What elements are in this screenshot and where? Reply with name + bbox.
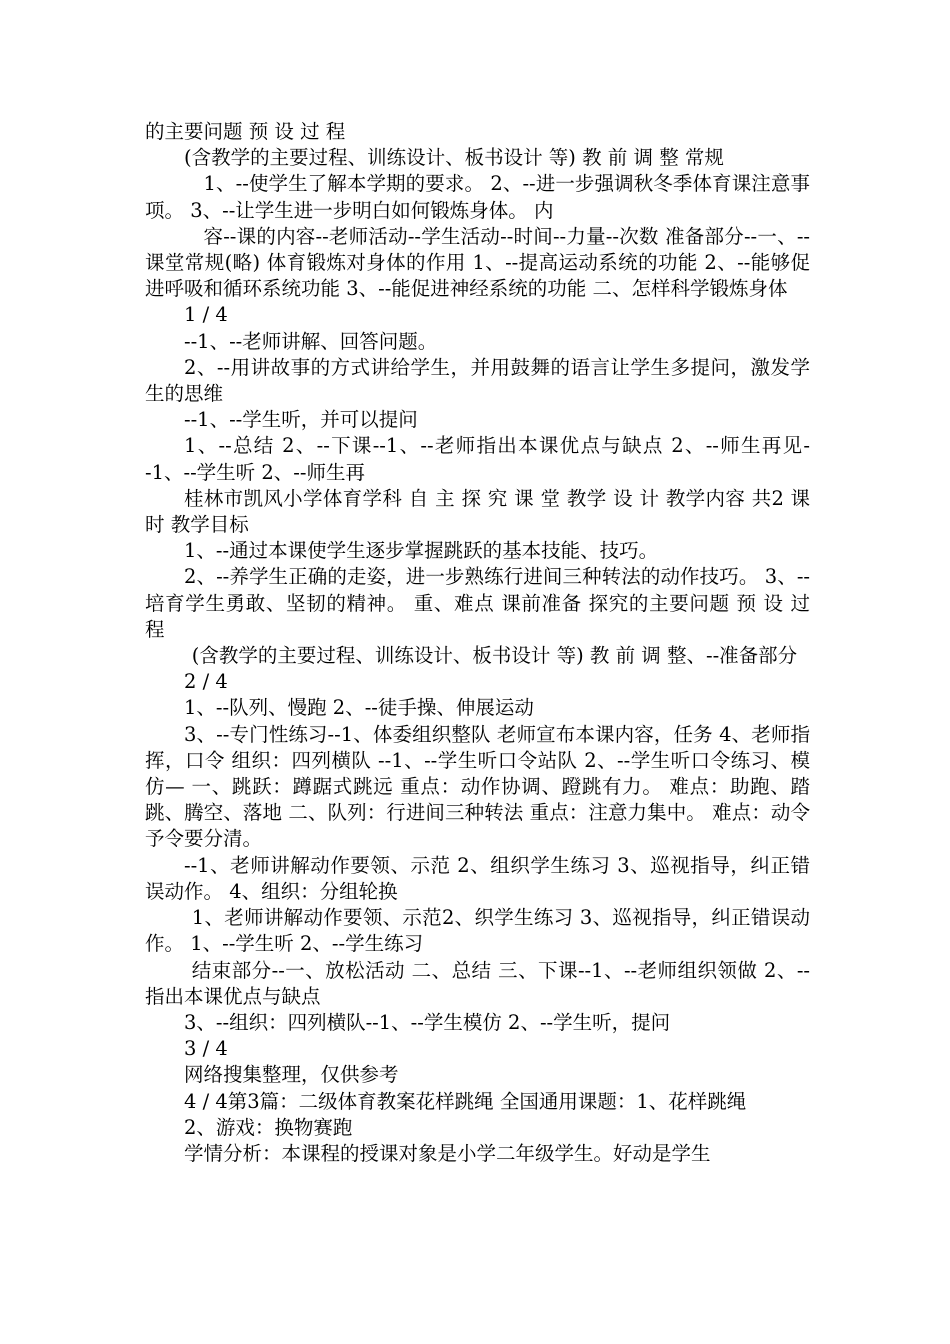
text-paragraph: (含教学的主要过程、训练设计、板书设计 等) 教 前 调 整、--准备部分 xyxy=(191,644,798,668)
text-paragraph: 结束部分--一、放松活动 二、总结 三、下课--1、--老师组织领做 2、--指出本课优点与缺点 xyxy=(145,958,810,1008)
text-paragraph: 学情分析：本课程的授课对象是小学二年级学生。好动是学生 xyxy=(184,1141,711,1165)
text-paragraph: 桂林市凯风小学体育学科 自 主 探 究 课 堂 教学 设 计 教学内容 共2 课时 教学目标 xyxy=(145,486,810,537)
text-paragraph: 1、--使学生了解本学期的要求。 2、--进一步强调秋冬季体育课注意事项。 3、--让学生进一步明白如何锻炼身体。 内 xyxy=(145,172,810,222)
text-paragraph: --1、--学生听，并可以提问 xyxy=(184,408,418,432)
text-paragraph: 3、--专门性练习--1、体委组织整队 老师宣布本课内容，任务 4、老师指挥，口令 组织：四列横队 --1、--学生听口令站队 2、--学生听口令练习、模仿— 一、跳跃：蹲踞式跳远 重点：动作协调、蹬跳有力。 难点：助跑、踏跳、腾空、落地 二、队列：行进间三种转法 重点：注意力集中。 难点：动令予令要分清。 xyxy=(145,722,810,851)
text-paragraph: 2、游戏：换物赛跑 xyxy=(184,1115,353,1139)
text-paragraph: --1、老师讲解动作要领、示范 2、组织学生练习 3、巡视指导，纠正错误动作。 4、组织：分组轮换 xyxy=(145,853,810,903)
page-number: 2 / 4 xyxy=(184,670,228,694)
text-paragraph: 2、--用讲故事的方式讲给学生，并用鼓舞的语言让学生多提问，激发学生的思维 xyxy=(145,355,810,406)
text-paragraph: 1、老师讲解动作要领、示范2、织学生练习 3、巡视指导，纠正错误动作。 1、--学生听 2、--学生练习 xyxy=(145,906,810,956)
text-paragraph: --1、--老师讲解、回答问题。 xyxy=(184,329,438,353)
text-paragraph: 1、--总结 2、--下课--1、--老师指出本课优点与缺点 2、--师生再见--1、--学生听 2、--师生再 xyxy=(145,434,810,484)
text-paragraph: 1、--通过本课使学生逐步掌握跳跃的基本技能、技巧。 xyxy=(184,539,659,563)
text-paragraph: 1、--队列、慢跑 2、--徒手操、伸展运动 xyxy=(184,696,534,720)
document-page xyxy=(145,119,810,1167)
text-paragraph: 2、--养学生正确的走姿，进一步熟练行进间三种转法的动作技巧。 3、--培育学生勇敢、坚韧的精神。 重、难点 课前准备 探究的主要问题 预 设 过 程 xyxy=(145,565,810,641)
text-paragraph: 4 / 4第3篇：二级体育教案花样跳绳 全国通用课题：1、花样跳绳 xyxy=(184,1089,747,1113)
text-paragraph: (含教学的主要过程、训练设计、板书设计 等) 教 前 调 整 常规 xyxy=(184,146,724,170)
text-paragraph: 容--课的内容--老师活动--学生活动--时间--力量--次数 准备部分--一、--课堂常规(略) 体育锻炼对身体的作用 1、--提高运动系统的功能 2、--能够促进呼吸和循环系统功能 3、--能促进神经系统的功能 二、怎样科学锻炼身体 xyxy=(145,224,810,301)
page-number: 3 / 4 xyxy=(184,1037,228,1061)
text-paragraph: 的主要问题 预 设 过 程 xyxy=(145,120,346,143)
text-paragraph: 3、--组织：四列横队--1、--学生模仿 2、--学生听，提问 xyxy=(184,1010,671,1034)
text-paragraph: 网络搜集整理，仅供参考 xyxy=(184,1063,399,1087)
page-number: 1 / 4 xyxy=(184,303,228,327)
